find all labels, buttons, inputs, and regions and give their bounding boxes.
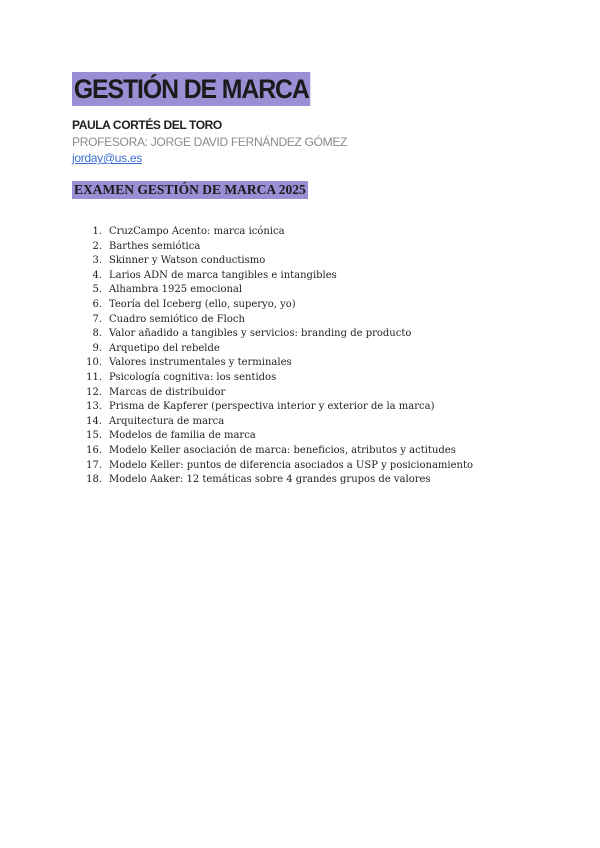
exam-heading: EXAMEN GESTIÓN DE MARCA 2025 bbox=[74, 182, 306, 197]
list-item-text: CruzCampo Acento: marca icónica bbox=[109, 226, 285, 237]
list-item-text: Teoría del Iceberg (ello, superyo, yo) bbox=[109, 298, 296, 310]
list-item-number: 13. bbox=[86, 401, 102, 413]
list-item-number: 6. bbox=[92, 298, 102, 310]
list-item-text: Barthes semiótica bbox=[109, 240, 201, 252]
list-item-number: 10. bbox=[86, 357, 102, 369]
list-item-number: 5. bbox=[92, 284, 102, 296]
list-item-text: Prisma de Kapferer (perspectiva interior y exterior de la marca) bbox=[109, 401, 435, 413]
author-name: PAULA CORTÉS DEL TORO bbox=[72, 118, 222, 132]
list-item-text: Modelo Aaker: 12 temáticas sobre 4 grandes grupos de valores bbox=[109, 474, 431, 486]
list-item-text: Skinner y Watson conductismo bbox=[109, 255, 266, 267]
list-item-number: 1. bbox=[92, 226, 102, 237]
list-item-text: Modelo Keller: puntos de diferencia asociados a USP y posicionamiento bbox=[109, 459, 473, 471]
list-item-number: 7. bbox=[92, 313, 102, 325]
list-item-text: Modelos de familia de marca bbox=[109, 430, 256, 442]
professor-line: PROFESORA: JORGE DAVID FERNÁNDEZ GÓMEZ bbox=[72, 135, 348, 149]
list-item-number: 8. bbox=[92, 328, 102, 340]
list-item-number: 16. bbox=[86, 444, 102, 456]
list-item-text: Arquitectura de marca bbox=[109, 415, 225, 427]
list-item-text: Cuadro semiótico de Floch bbox=[109, 313, 245, 325]
list-item-text: Marcas de distribuidor bbox=[109, 386, 226, 398]
list-item-text: Psicología cognitiva: los sentidos bbox=[109, 371, 277, 383]
list-item-number: 9. bbox=[92, 342, 102, 354]
list-item-text: Modelo Keller asociación de marca: beneficios, atributos y actitudes bbox=[109, 444, 456, 456]
list-item-text: Valor añadido a tangibles y servicios: branding de producto bbox=[109, 328, 412, 340]
list-item-number: 4. bbox=[92, 269, 102, 281]
list-item-number: 14. bbox=[86, 415, 102, 427]
list-item-number: 3. bbox=[92, 255, 102, 267]
list-item-number: 11. bbox=[86, 371, 102, 383]
list-item-text: Valores instrumentales y terminales bbox=[109, 357, 292, 369]
email-link[interactable]: jorday@us.es bbox=[72, 151, 142, 165]
document-title: GESTIÓN DE MARCA bbox=[73, 74, 309, 104]
list-item-number: 15. bbox=[86, 430, 102, 442]
list-item-number: 17. bbox=[86, 459, 102, 471]
list-item-text: Alhambra 1925 emocional bbox=[109, 284, 243, 296]
list-item-number: 2. bbox=[92, 240, 102, 252]
list-item-number: 12. bbox=[86, 386, 102, 398]
list-item-number: 18. bbox=[86, 474, 102, 486]
list-item-text: Arquetipo del rebelde bbox=[109, 342, 220, 354]
list-item-text: Larios ADN de marca tangibles e intangibles bbox=[109, 269, 337, 281]
